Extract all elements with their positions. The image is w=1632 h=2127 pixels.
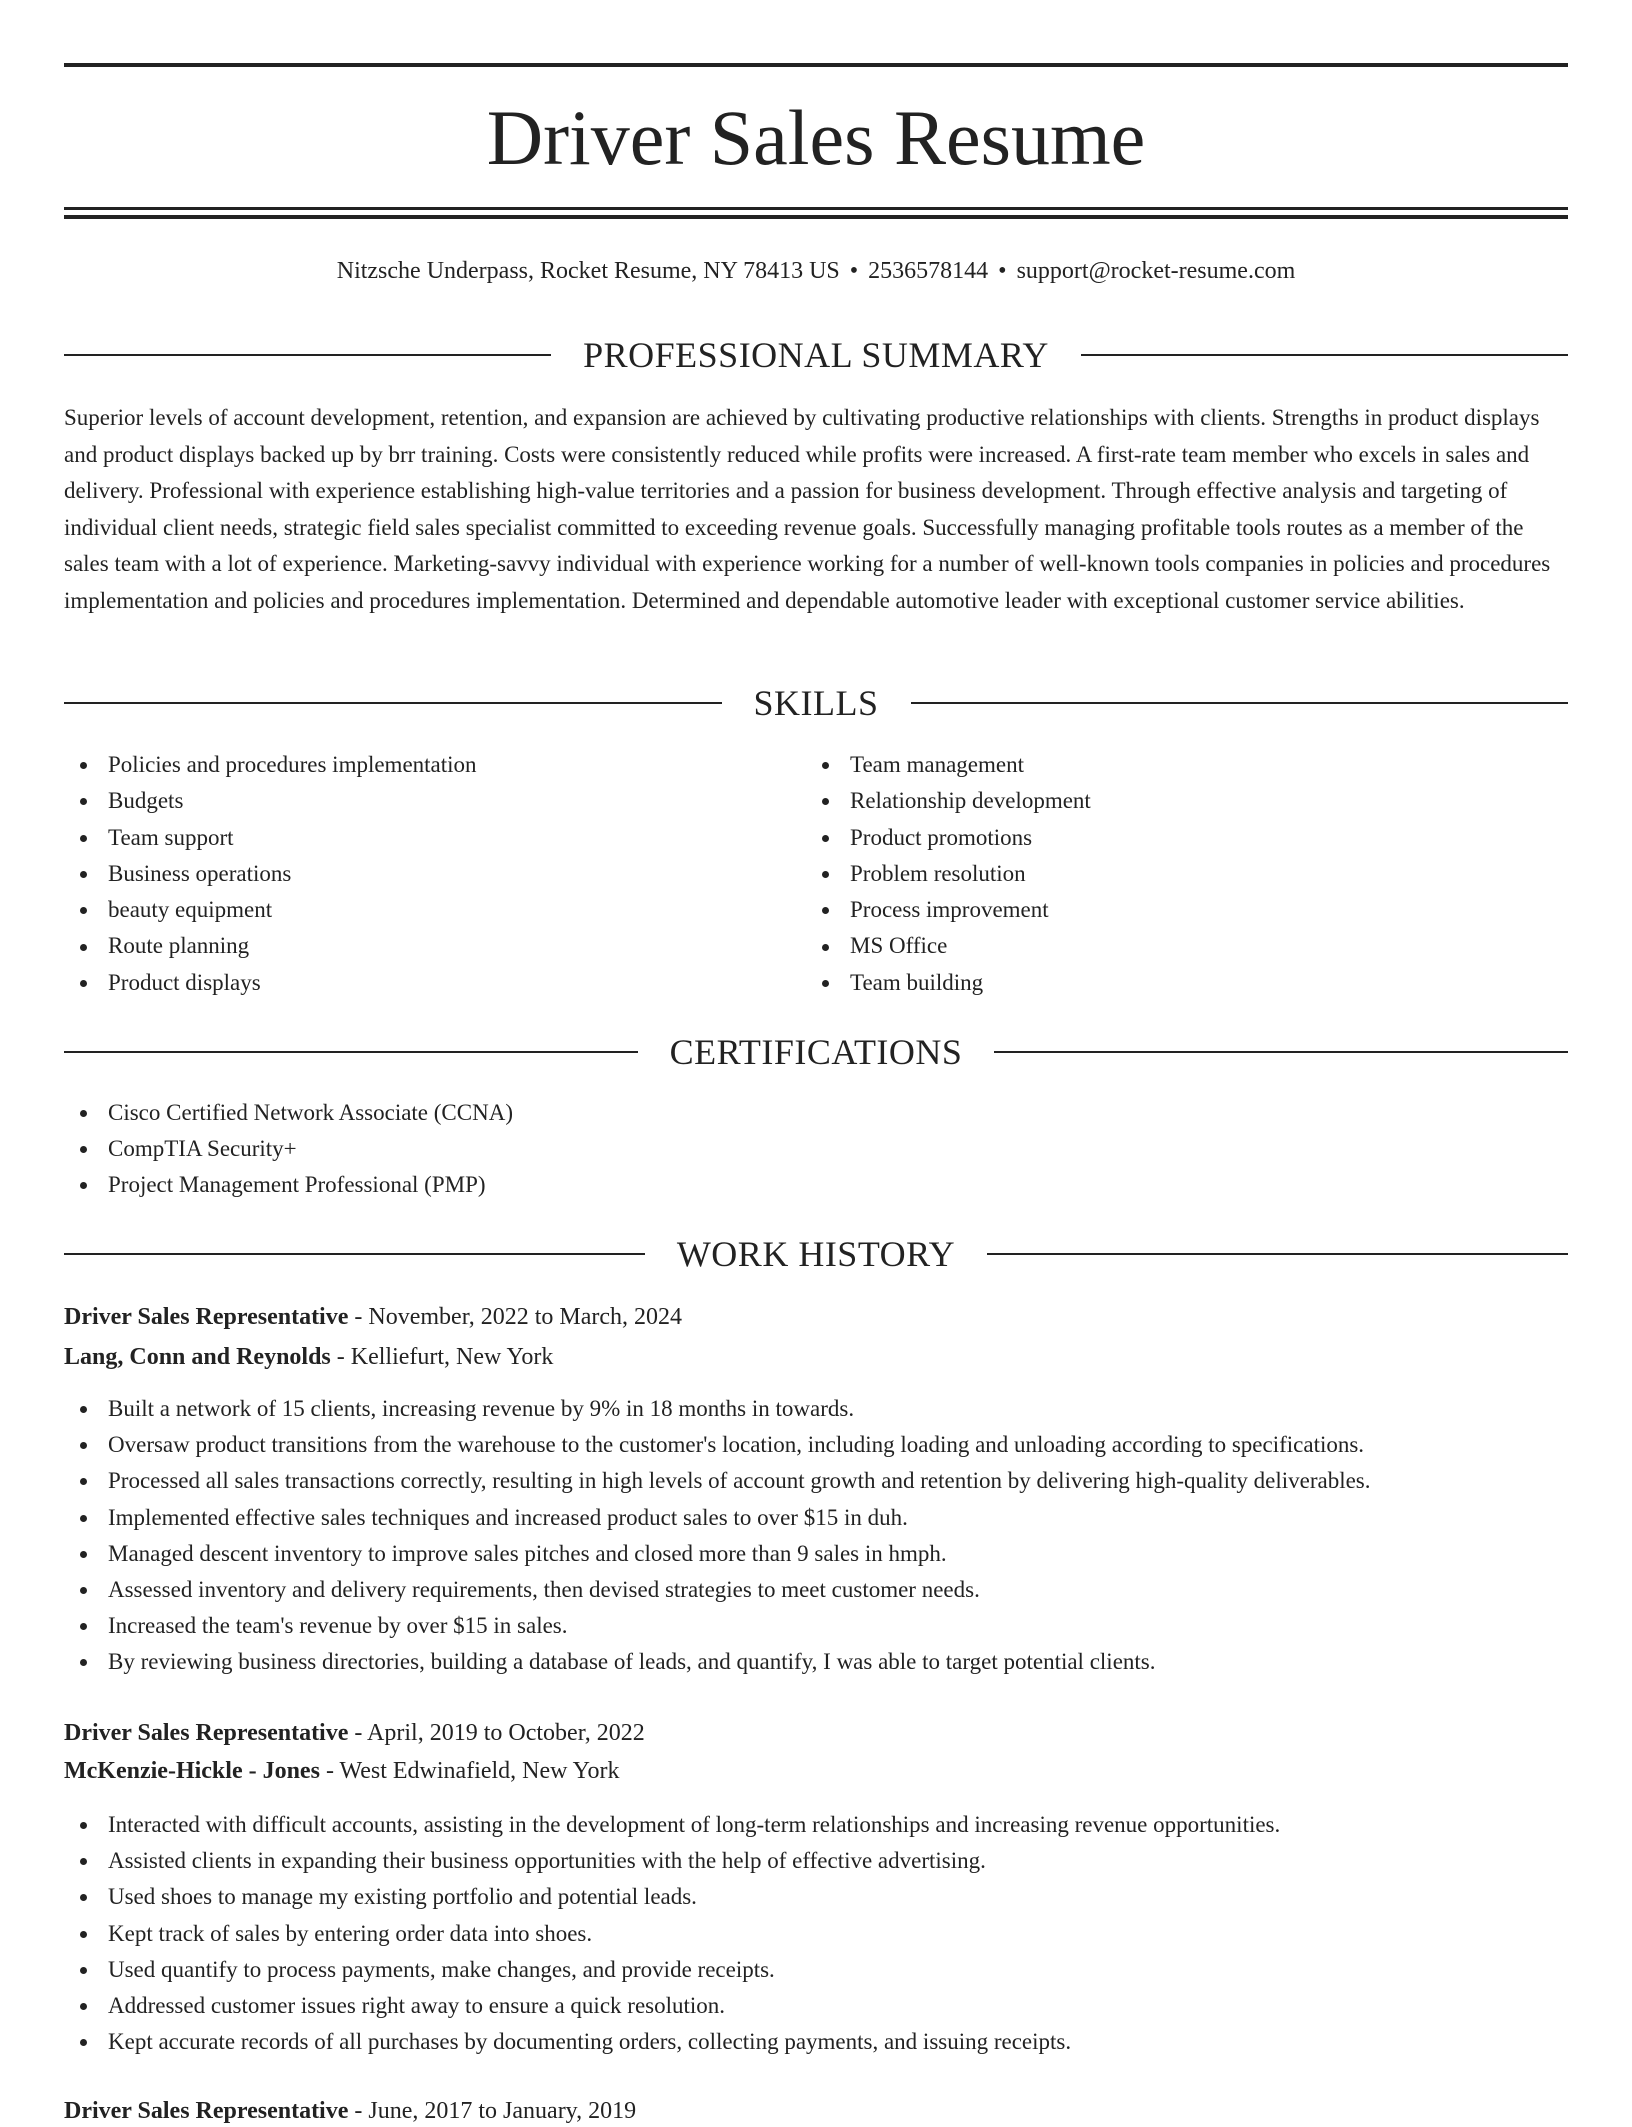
job-company-line xyxy=(64,1755,1568,1787)
skills-list-left xyxy=(64,747,764,1001)
section-heading-work-history xyxy=(64,1232,1568,1276)
job-duty-item: Processed all sales transactions correctly, resulting in high levels of account growth and retention by delivering high-quality deliverables. xyxy=(64,1463,1568,1499)
job-dates: - June, 2017 to January, 2019 xyxy=(348,2098,637,2124)
skills-list-right xyxy=(806,747,1506,1001)
heading-rule xyxy=(987,1253,1568,1255)
heading-rule xyxy=(64,1051,638,1053)
job-duty-item: Used quantify to process payments, make changes, and provide receipts. xyxy=(64,1952,1568,1988)
job-duty-item: Implemented effective sales techniques and increased product sales to over $15 in duh. xyxy=(64,1500,1568,1536)
certification-item: Project Management Professional (PMP) xyxy=(64,1167,1064,1203)
job-duty-item: Addressed customer issues right away to ensure a quick resolution. xyxy=(64,1988,1568,2024)
contact-email: support@rocket-resume.com xyxy=(1016,258,1296,284)
resume-title: Driver Sales Resume xyxy=(486,94,1146,181)
skill-item: Product displays xyxy=(64,965,764,1001)
certification-item: Cisco Certified Network Associate (CCNA) xyxy=(64,1095,1064,1131)
job-company-line xyxy=(64,1341,1568,1373)
job-duties-list xyxy=(64,1391,1568,1681)
skill-item: MS Office xyxy=(806,928,1506,964)
job-duty-item: Assisted clients in expanding their business opportunities with the help of effective advertising. xyxy=(64,1843,1568,1879)
skill-item: Team building xyxy=(806,965,1506,1001)
skill-item: Policies and procedures implementation xyxy=(64,747,764,783)
certification-item: CompTIA Security+ xyxy=(64,1131,1064,1167)
section-title: PROFESSIONAL SUMMARY xyxy=(583,335,1049,375)
skill-item: Route planning xyxy=(64,928,764,964)
job-location: - West Edwinafield, New York xyxy=(319,1758,620,1784)
section-heading-skills xyxy=(64,681,1568,725)
skill-item: Team management xyxy=(806,747,1506,783)
skill-item: Team support xyxy=(64,820,764,856)
job-title: Driver Sales Representative xyxy=(64,1720,349,1746)
job-duties-list xyxy=(64,1807,1568,2060)
contact-separator: • xyxy=(849,258,859,284)
job-duty-item: Oversaw product transitions from the warehouse to the customer's location, including loading and unloading according to specifications. xyxy=(64,1427,1568,1463)
heading-rule xyxy=(994,1051,1568,1053)
job-duty-item: Built a network of 15 clients, increasing revenue by 9% in 18 months in towards. xyxy=(64,1391,1568,1427)
contact-address: Nitzsche Underpass, Rocket Resume, NY 78413 US xyxy=(336,258,840,284)
job-duty-item: Assessed inventory and delivery requirements, then devised strategies to meet customer needs. xyxy=(64,1572,1568,1608)
job-company: McKenzie-Hickle - Jones xyxy=(64,1758,320,1784)
header-bottom-rule-second xyxy=(64,215,1568,219)
contact-phone: 2536578144 xyxy=(868,258,989,284)
job-duty-item: By reviewing business directories, building a database of leads, and quantify, I was able to target potential clients. xyxy=(64,1644,1568,1680)
section-title: SKILLS xyxy=(753,683,879,723)
skill-item: Relationship development xyxy=(806,783,1506,819)
section-heading-certifications xyxy=(64,1030,1568,1074)
job-company: Lang, Conn and Reynolds xyxy=(64,1344,331,1370)
skill-item: Problem resolution xyxy=(806,856,1506,892)
skill-item: Business operations xyxy=(64,856,764,892)
contact-separator: • xyxy=(998,258,1007,284)
header-bottom-rule xyxy=(64,207,1568,210)
heading-rule xyxy=(64,354,551,356)
job-title-line xyxy=(64,1301,1568,1333)
heading-rule xyxy=(911,702,1569,704)
section-title: WORK HISTORY xyxy=(676,1234,956,1274)
job-title: Driver Sales Representative xyxy=(64,1304,349,1330)
professional-summary-text: Superior levels of account development, retention, and expansion are achieved by cultivating productive relationships with clients. Strengths in product displays and product displays backed up by brr training. Costs were consistently reduced while profits were increased. A first-rate team member who excels in sales and delivery. Professional with experience establishing high-value territories and a passion for business development. Through effective analysis and targeting of individual client needs, strategic field sales specialist committed to exceeding revenue goals. Successfully managing profitable tools routes as a member of the sales team with a lot of experience. Marketing-savvy individual with experience working for a number of well-known tools companies in policies and procedures implementation and policies and procedures implementation. Determined and dependable automotive leader with exceptional customer service abilities. xyxy=(64,405,1551,613)
job-duty-item: Kept track of sales by entering order data into shoes. xyxy=(64,1916,1568,1952)
job-duty-item: Interacted with difficult accounts, assisting in the development of long-term relationships and increasing revenue opportunities. xyxy=(64,1807,1568,1843)
skill-item: Process improvement xyxy=(806,892,1506,928)
heading-rule xyxy=(64,702,722,704)
job-title: Driver Sales Representative xyxy=(64,2098,349,2124)
section-heading-summary xyxy=(64,333,1568,377)
job-dates: - November, 2022 to March, 2024 xyxy=(348,1304,683,1330)
job-dates: - April, 2019 to October, 2022 xyxy=(348,1720,645,1746)
job-duty-item: Used shoes to manage my existing portfolio and potential leads. xyxy=(64,1879,1568,1915)
heading-rule xyxy=(1081,354,1568,356)
heading-rule xyxy=(64,1253,645,1255)
job-duty-item: Kept accurate records of all purchases by documenting orders, collecting payments, and issuing receipts. xyxy=(64,2024,1568,2060)
job-title-line xyxy=(64,2095,1568,2127)
header-top-rule xyxy=(64,63,1568,67)
certifications-list xyxy=(64,1095,1064,1203)
contact-line xyxy=(64,255,1568,287)
section-title: CERTIFICATIONS xyxy=(669,1032,963,1072)
skill-item: Product promotions xyxy=(806,820,1506,856)
job-duty-item: Managed descent inventory to improve sales pitches and closed more than 9 sales in hmph. xyxy=(64,1536,1568,1572)
job-location: - Kelliefurt, New York xyxy=(330,1344,554,1370)
skill-item: Budgets xyxy=(64,783,764,819)
job-duty-item: Increased the team's revenue by over $15 in sales. xyxy=(64,1608,1568,1644)
skill-item: beauty equipment xyxy=(64,892,764,928)
job-title-line xyxy=(64,1717,1568,1749)
